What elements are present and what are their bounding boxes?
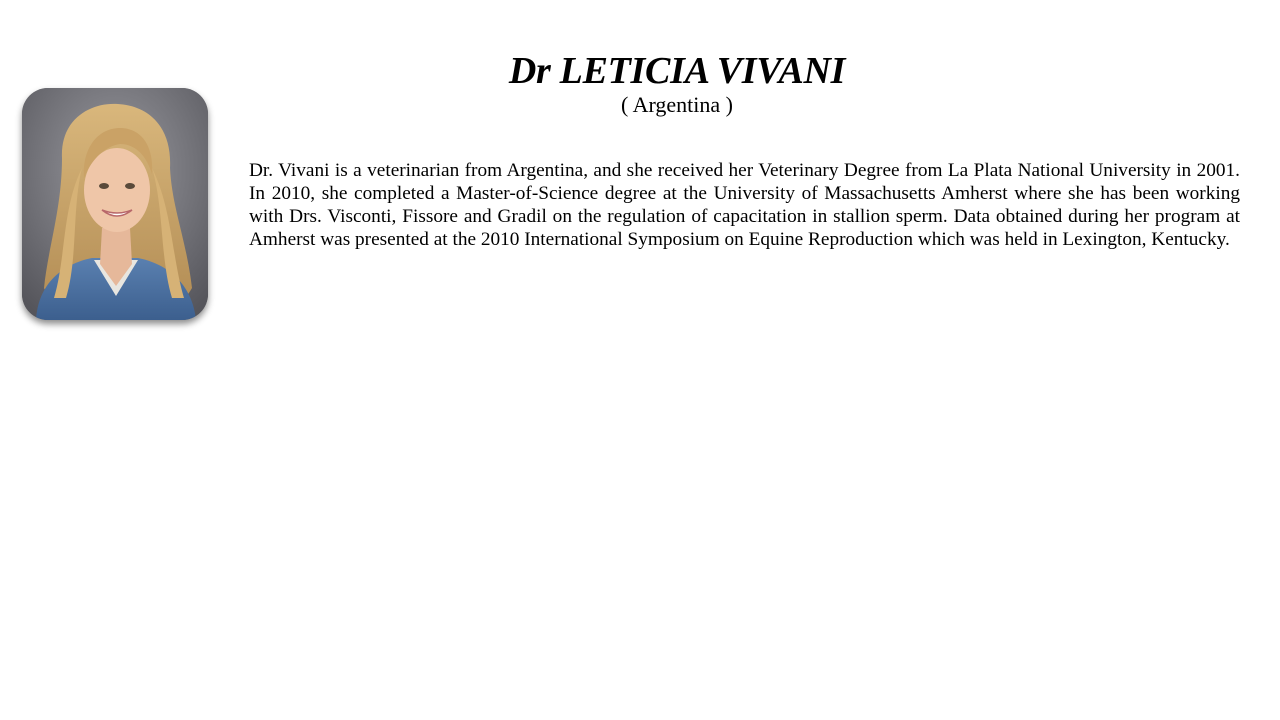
biography-text: Dr. Vivani is a veterinarian from Argentina, and she received her Veterinary Degree from La Plata National University in 2001. In 2010, she completed a Master-of-Science degree at the University of Massachusetts Amherst where she has been working with Drs. Visconti, Fissore and Gradil on the regulation of capacitation in stallion sperm. Data obtained during her program at Amherst was presented at the 2010 International Symposium on Equine Reproduction which was held in Lexington, Kentucky.: [249, 160, 1240, 250]
portrait-illustration: [22, 88, 208, 320]
portrait-photo: [22, 88, 208, 320]
person-name: Dr LETICIA VIVANI: [508, 50, 846, 92]
person-country: ( Argentina ): [620, 92, 733, 117]
